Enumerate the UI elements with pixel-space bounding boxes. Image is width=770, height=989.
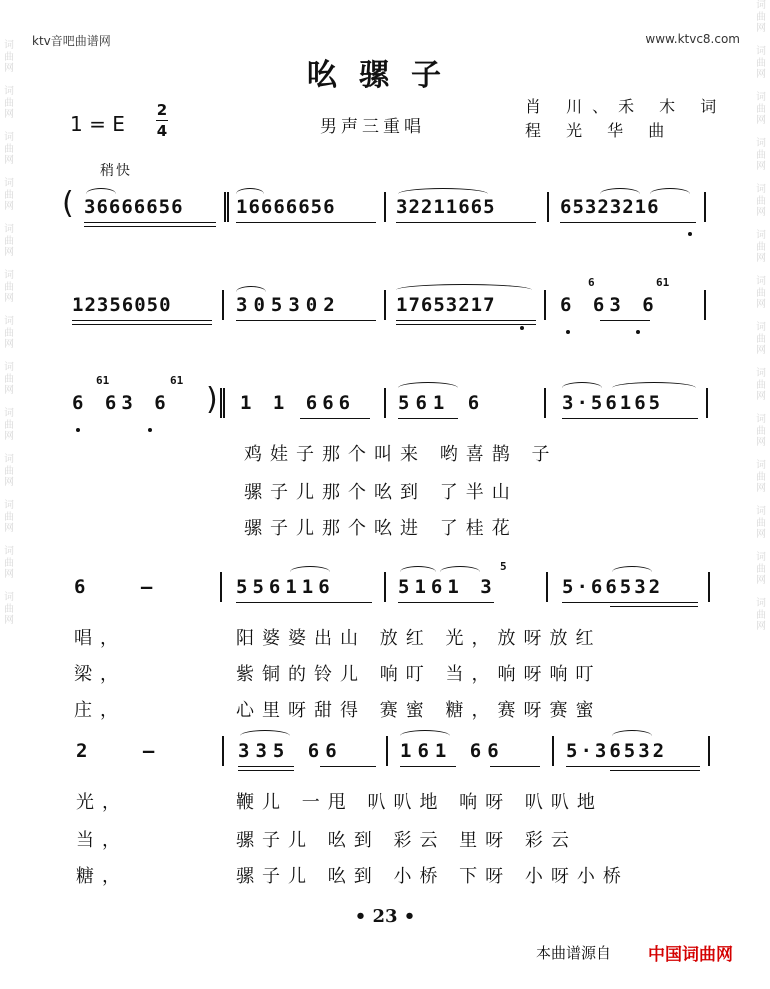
measure-notes: 12356050 xyxy=(72,294,172,316)
lyric-line: 骡子儿 吆到 彩云 里呀 彩云 xyxy=(236,830,577,851)
slur xyxy=(650,188,690,200)
score-line-2 xyxy=(0,276,770,336)
low-octave-dot xyxy=(688,232,692,236)
low-octave-dot xyxy=(636,330,640,334)
score-line-5 xyxy=(0,722,770,782)
barline xyxy=(708,572,710,602)
low-octave-dot xyxy=(566,330,570,334)
beam xyxy=(610,770,700,771)
lyric-line: 骡子儿那个吆到 了半山 xyxy=(244,482,518,503)
barline xyxy=(384,192,386,222)
lyric-lead: 光， xyxy=(76,792,128,813)
beam xyxy=(238,770,294,771)
beam xyxy=(398,602,494,603)
beam xyxy=(236,602,372,603)
source-label: 本曲谱源自 xyxy=(536,944,612,962)
beam xyxy=(84,222,216,223)
barline xyxy=(704,290,706,320)
measure-notes: 6 63 6 xyxy=(560,294,659,316)
slur xyxy=(612,382,696,394)
score-line-1 xyxy=(0,178,770,238)
slur xyxy=(398,382,458,394)
lyric-line: 紫铜的铃儿 响叮 当，响呀响叮 xyxy=(236,664,602,685)
lyric-lead: 庄， xyxy=(74,700,126,721)
barline xyxy=(384,388,386,418)
barline xyxy=(220,572,222,602)
tempo-marking: 稍快 xyxy=(100,163,132,179)
slur xyxy=(440,566,480,578)
beam xyxy=(236,222,376,223)
beam xyxy=(566,766,700,767)
grace-note: 61 xyxy=(96,374,110,387)
barline xyxy=(384,572,386,602)
site-name-left: ktv音吧曲谱网 xyxy=(32,34,111,48)
beam xyxy=(320,766,376,767)
barline xyxy=(708,736,710,766)
composer-credit: 程 光 华 曲 xyxy=(525,121,675,140)
measure-notes: 6 — xyxy=(74,576,175,598)
measure-notes: 5161 3 xyxy=(398,576,497,598)
closing-paren: ) xyxy=(206,382,218,417)
beam xyxy=(238,766,294,767)
song-title: 吆骡子 xyxy=(307,58,463,93)
measure-notes: 561 6 xyxy=(398,392,486,414)
slur xyxy=(612,730,652,742)
slur xyxy=(398,188,488,200)
measure-notes: 5·66532 xyxy=(562,576,664,598)
beam xyxy=(84,226,216,227)
score-line-4 xyxy=(0,558,770,618)
lyric-line: 心里呀甜得 赛蜜 糖，赛呀赛蜜 xyxy=(236,700,602,721)
watermark-right: 词曲网 词曲网 词曲网 词曲网 词曲网 词曲网 词曲网 词曲网 词曲网 词曲网 词曲网 词曲网 词曲网 词曲网 xyxy=(756,0,766,632)
barline xyxy=(546,572,548,602)
barline xyxy=(222,736,224,766)
beam xyxy=(562,418,698,419)
beam xyxy=(610,606,698,607)
low-octave-dot xyxy=(520,326,524,330)
barline xyxy=(544,388,546,418)
key-signature: 1 = E xyxy=(70,112,125,136)
beam xyxy=(600,320,650,321)
barline xyxy=(706,388,708,418)
repeat-barline xyxy=(220,388,225,418)
barline xyxy=(386,736,388,766)
measure-notes: 65323216 xyxy=(560,196,660,218)
measure-notes: 2 — xyxy=(76,740,177,762)
measure-notes: 5·36532 xyxy=(566,740,668,762)
lyricist-credit: 肖 川、禾 木 词 xyxy=(525,97,727,116)
beam xyxy=(562,602,698,603)
beam xyxy=(72,324,212,325)
slur xyxy=(562,382,602,394)
measure-notes: 17653217 xyxy=(396,294,496,316)
grace-note: 61 xyxy=(656,276,670,289)
slur xyxy=(86,188,116,200)
slur xyxy=(400,566,436,578)
lyric-line: 阳婆婆出山 放红 光，放呀放红 xyxy=(236,628,602,649)
lyric-line: 鞭儿 一甩 叭叭地 响呀 叭叭地 xyxy=(236,792,603,813)
barline xyxy=(222,290,224,320)
measure-notes: 1 1 666 xyxy=(240,392,356,414)
time-signature: 2 4 xyxy=(156,101,168,140)
beam xyxy=(398,418,458,419)
measure-notes: 161 66 xyxy=(400,740,505,762)
measure-notes: 6 63 6 xyxy=(72,392,171,414)
barline xyxy=(552,736,554,766)
beam xyxy=(560,222,696,223)
page-number: • 23 • xyxy=(354,906,416,927)
beam xyxy=(396,324,536,325)
performance-form: 男声三重唱 xyxy=(320,117,425,137)
slur xyxy=(290,566,330,578)
grace-note: 6 xyxy=(588,276,595,289)
measure-notes: 305302 xyxy=(236,294,341,316)
measure-notes: 556116 xyxy=(236,576,335,598)
lyric-line: 鸡娃子那个叫来 哟喜鹊 子 xyxy=(244,444,558,465)
slur xyxy=(400,730,450,742)
slur xyxy=(612,566,652,578)
site-url-right: www.ktvc8.com xyxy=(645,32,740,46)
lyric-line: 骡子儿 吆到 小桥 下呀 小呀小桥 xyxy=(236,866,629,887)
beam xyxy=(300,418,370,419)
grace-note: 5 xyxy=(500,560,507,573)
measure-notes: 36666656 xyxy=(84,196,184,218)
beam xyxy=(396,320,536,321)
grace-note: 61 xyxy=(170,374,184,387)
beam xyxy=(72,320,212,321)
beam xyxy=(490,766,540,767)
barline xyxy=(544,290,546,320)
lyric-lead: 糖， xyxy=(76,866,128,887)
slur xyxy=(236,188,264,200)
score-line-3 xyxy=(0,374,770,434)
beam xyxy=(400,766,456,767)
opening-paren: ( xyxy=(62,186,74,221)
lyric-lead: 当， xyxy=(76,830,128,851)
repeat-barline xyxy=(224,192,229,222)
barline xyxy=(547,192,549,222)
beam xyxy=(396,222,536,223)
barline xyxy=(384,290,386,320)
slur xyxy=(396,284,532,296)
slur xyxy=(240,730,290,742)
low-octave-dot xyxy=(76,428,80,432)
measure-notes: 3·56165 xyxy=(562,392,664,414)
lyric-line: 骡子儿那个吆进 了桂花 xyxy=(244,518,518,539)
low-octave-dot xyxy=(148,428,152,432)
measure-notes: 32211665 xyxy=(396,196,496,218)
beam xyxy=(236,320,376,321)
watermark-left: 词曲网 词曲网 词曲网 词曲网 词曲网 词曲网 词曲网 词曲网 词曲网 词曲网 词曲网 词曲网 词曲网 xyxy=(4,40,14,626)
measure-notes: 335 66 xyxy=(238,740,343,762)
lyric-lead: 唱， xyxy=(74,628,126,649)
slur xyxy=(600,188,640,200)
slur xyxy=(236,286,266,298)
barline xyxy=(704,192,706,222)
lyric-lead: 梁， xyxy=(74,664,126,685)
measure-notes: 16666656 xyxy=(236,196,336,218)
source-brand-link[interactable]: 中国词曲网 xyxy=(648,945,733,965)
